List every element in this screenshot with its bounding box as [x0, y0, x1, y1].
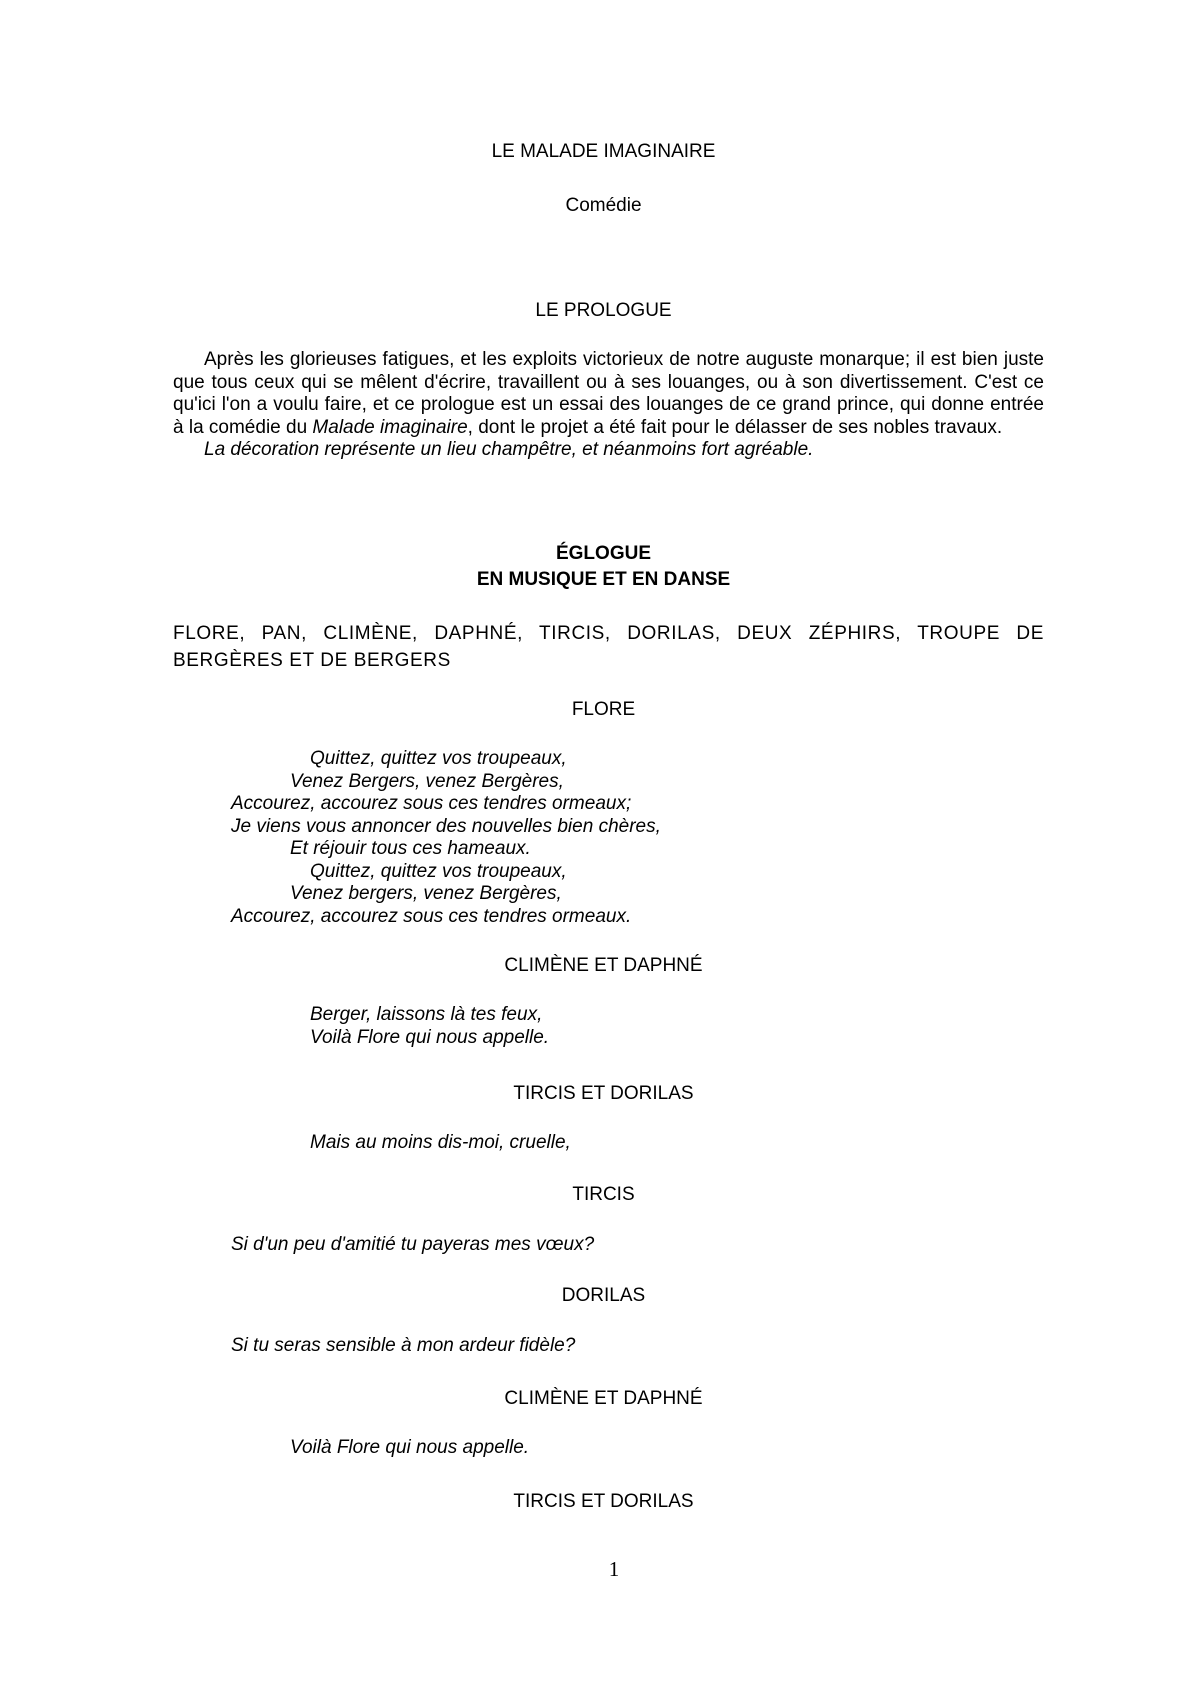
play-name-italic: Malade imaginaire [312, 416, 468, 438]
prologue-paragraph-1 [173, 349, 1044, 439]
prologue-text-part: Après les glorieuses fatigues, et les exploits victorieux de notre auguste monarque; il est bien juste que tous ceux qui se mêlent d'écrire, travaillent ou à ses louanges, ou à son divertissement. C'est ce qu'ici l'on a voulu faire, et ce prologue est un essai des louanges de ce grand prince, qui donne entrée à la comédie du [173, 349, 1044, 438]
verse-block [310, 1004, 549, 1049]
verse-line: Et réjouir tous ces hameaux. [290, 838, 531, 859]
verse-block [231, 1234, 594, 1257]
verse-line: Quittez, quittez vos troupeaux, [310, 860, 567, 882]
verse-line: Accourez, accourez sous ces tendres ormeaux. [231, 905, 632, 927]
eglogue-subheading: EN MUSIQUE ET EN DANSE [476, 569, 731, 590]
verse-line: Je viens vous annoncer des nouvelles bien chères, [231, 815, 661, 837]
verse-line: Venez Bergers, venez Bergères, [290, 770, 564, 792]
verse-block [290, 1437, 529, 1460]
cast-line: BERGÈRES ET DE BERGERS [173, 650, 451, 671]
cast-line: FLORE, PAN, CLIMÈNE, DAPHNÉ, TIRCIS, DORILAS, DEUX ZÉPHIRS, TROUPE DE [173, 623, 1044, 644]
eglogue-heading: ÉGLOGUE [555, 543, 651, 564]
verse-line: Voilà Flore qui nous appelle. [290, 1437, 530, 1458]
page-number: 1 [608, 1557, 620, 1581]
speaker-name: TIRCIS ET DORILAS [513, 1083, 694, 1104]
verse-block [310, 1132, 571, 1155]
speaker-name: DORILAS [561, 1285, 646, 1306]
speaker-name: FLORE [571, 699, 636, 720]
stage-direction: La décoration représente un lieu champêtre, et néanmoins fort agréable. [204, 439, 814, 460]
cast-list [173, 620, 1044, 674]
speaker-name: TIRCIS [572, 1184, 635, 1205]
play-title: LE MALADE IMAGINAIRE [491, 141, 716, 162]
verse-line: Venez bergers, venez Bergères, [290, 883, 562, 904]
prologue-text [173, 349, 1044, 462]
verse-block [231, 748, 661, 928]
verse-line: Berger, laissons là tes feux, [310, 1004, 543, 1025]
speaker-name: CLIMÈNE ET DAPHNÉ [504, 955, 703, 976]
prologue-text-part: , dont le projet a été fait pour le délasser de ses nobles travaux. [467, 416, 1003, 438]
play-subtitle: Comédie [565, 195, 642, 216]
verse-block [231, 1335, 575, 1358]
verse-line: Quittez, quittez vos troupeaux, [310, 748, 567, 769]
verse-line: Mais au moins dis-moi, cruelle, [310, 1132, 571, 1153]
prologue-heading: LE PROLOGUE [535, 300, 672, 321]
speaker-name: TIRCIS ET DORILAS [513, 1491, 694, 1512]
verse-line: Si tu seras sensible à mon ardeur fidèle? [231, 1335, 576, 1356]
verse-line: Accourez, accourez sous ces tendres ormeaux; [231, 793, 632, 814]
verse-line: Si d'un peu d'amitié tu payeras mes vœux? [231, 1234, 595, 1255]
verse-line: Voilà Flore qui nous appelle. [310, 1026, 550, 1048]
speaker-name: CLIMÈNE ET DAPHNÉ [504, 1388, 703, 1409]
